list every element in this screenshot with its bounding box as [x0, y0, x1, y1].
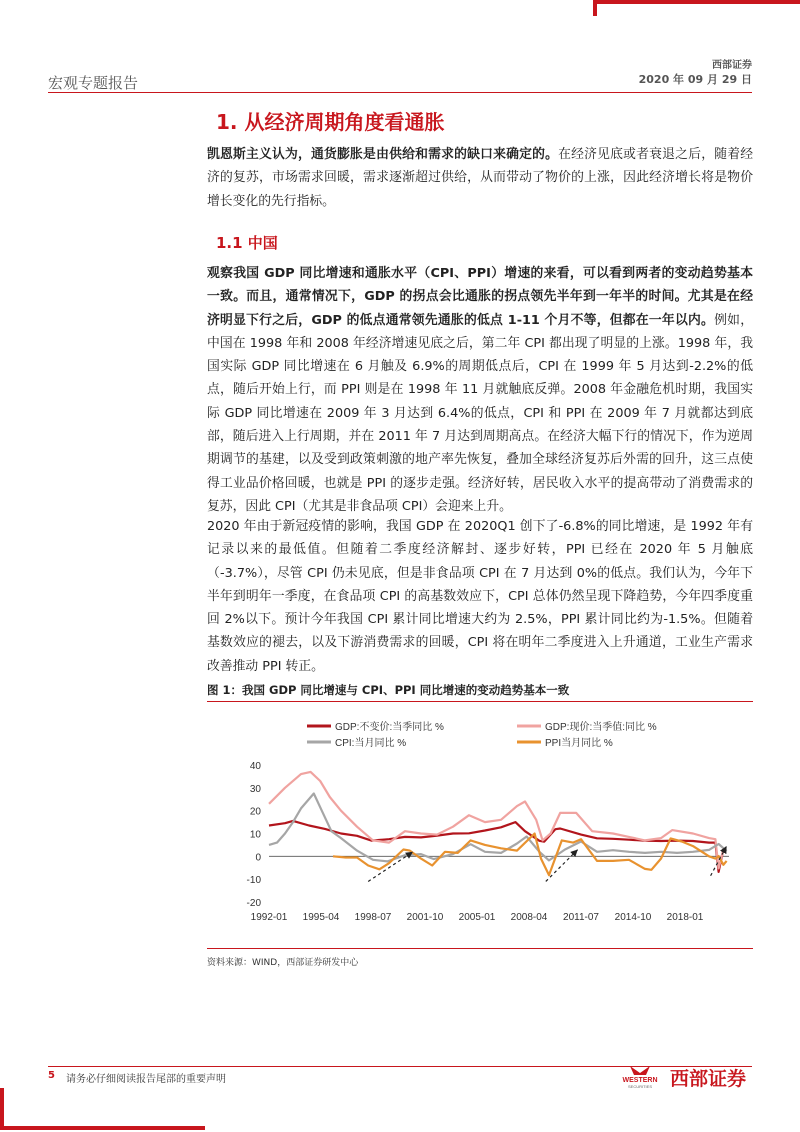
y-tick-label: -20 [246, 898, 261, 909]
corner-accent-top-vertical [593, 0, 597, 16]
series-line-2 [269, 772, 723, 869]
legend-label-2: GDP:现价:当季值:同比 % [545, 722, 657, 733]
chart-legend [307, 720, 657, 749]
x-tick-label: 2005-01 [458, 912, 496, 923]
paragraph-keynesian [207, 143, 753, 213]
x-tick-label: 1998-07 [354, 912, 392, 923]
corner-accent-top [593, 0, 800, 4]
legend-label-1: GDP:不变价:当季同比 % [335, 722, 444, 733]
report-type: 宏观专题报告 [48, 74, 139, 92]
y-tick-label: 0 [255, 852, 261, 864]
paragraph-china-cycle [207, 262, 753, 518]
logo-subtitle: SECURITIES [627, 1084, 653, 1089]
y-tick-label: 20 [249, 806, 261, 818]
gdp-cpi-ppi-chart [207, 710, 753, 942]
x-tick-label: 2018-01 [666, 912, 704, 923]
y-tick-label: 40 [249, 761, 261, 772]
legend-label-3: CPI:当月同比 % [335, 738, 407, 749]
logo-text: 西部证券 [670, 1068, 747, 1090]
corner-accent-bottom [0, 1126, 205, 1130]
x-tick-label: 1995-04 [302, 912, 340, 923]
figure-source: 资料来源：WIND，西部证券研发中心 [207, 958, 359, 968]
page-number: 5 [48, 1070, 55, 1081]
paragraph-china-cycle-body: 例如，中国在 1998 年和 2008 年经济增速见底之后，第二年 CPI 都出现了明显的上涨。1998 年，我国实际 GDP 同比增速在 6 月触及 6.9%的周期低点后，CPI 在 1999 年 5 月达到-2.2%的低点，随后开始上行，而 PPI 则是在 1998 年 11 月就触底反弹。2008 年金融危机时期，我国实际 GDP 同比增速在 2009 年 3 月达到 6.4%的低点，CPI 和 PPI 在 2009 年 7 月就都达到底部，随后进入上行周期，并在 2011 年 7 月达到周期高点。在经济大幅下行的情况下，作为逆周期调节的基建，以及受到政策刺激的地产率先恢复，叠加全球经济复苏后外需的回升，这三点使得工业品价格回暖，也就是 PPI 的逐步走强。经济好转，居民收入水平的提高带动了消费需求的复苏，因此 CPI（尤其是非食品项 CPI）会迎来上升。 [207, 312, 753, 514]
y-tick-label: 10 [249, 829, 261, 841]
legend-label-4: PPI当月同比 % [545, 738, 613, 749]
paragraph-2020-outlook: 2020 年由于新冠疫情的影响，我国 GDP 在 2020Q1 创下了-6.8%的同比增速，是 1992 年有记录以来的最低值。但随着二季度经济解封、逐步好转，PPI 已经在 2020 年 5 月触底（-3.7%），尽管 CPI 仍未见底，但是非食品项 CPI 在 7 月达到 0%的低点。我们认为，今年下半年到明年一季度，在食品项 CPI 的高基数效应下，CPI 总体仍然呈现下降趋势，今年四季度重回 2%以下。预计今年我国 CPI 累计同比增速大约为 2.5%，PPI 累计同比约为-1.5%。但随着基数效应的褪去，以及下游消费需求的回暖，CPI 将在明年二季度进入上升通道，工业生产需求改善推动 PPI 转正。 [207, 519, 753, 674]
paragraph-china-cycle-lead: 观察我国 GDP 同比增速和通胀水平（CPI、PPI）增速的来看，可以看到两者的变动趋势基本一致。而且，通常情况下，GDP 的拐点会比通胀的拐点领先半年到一年半的时间。尤其是在经济明显下行之后，GDP 的低点通常领先通胀的低点 1-11 个月不等，但都在一年以内。 [207, 266, 753, 328]
figure-title: 图 1：我国 GDP 同比增速与 CPI、PPI 同比增速的变动趋势基本一致 [207, 683, 570, 697]
x-tick-label: 2011-07 [563, 912, 599, 923]
paragraph-keynesian-lead: 凯恩斯主义认为，通货膨胀是由供给和需求的缺口来确定的。 [207, 147, 559, 162]
section-title: 1. 从经济周期角度看通胀 [216, 110, 445, 134]
header-brand: 西部证券 [712, 60, 752, 71]
x-tick-label: 2001-10 [406, 912, 444, 923]
logo-wordmark: WESTERN [622, 1077, 658, 1084]
figure-bottom-divider [207, 948, 753, 949]
header-divider [48, 92, 752, 93]
chart-series [269, 772, 727, 875]
figure-top-divider [207, 701, 753, 702]
chart-annotations [368, 846, 726, 881]
paragraph-keynesian-body: 在经济见底或者衰退之后，随着经济的复苏，市场需求回暖，需求逐渐超过供给，从而带动了物价的上涨，因此经济增长将是物价增长变化的先行指标。 [207, 147, 754, 209]
x-tick-label: 2008-04 [510, 912, 548, 923]
subsection-title: 1.1 中国 [216, 234, 278, 252]
report-date: 2020 年 09 月 29 日 [638, 73, 752, 86]
logo-bull-icon [630, 1066, 650, 1075]
y-tick-label: -10 [246, 875, 261, 887]
x-tick-label: 1992-01 [250, 912, 288, 923]
x-tick-label: 2014-10 [614, 912, 652, 923]
footer-disclaimer: 请务必仔细阅读报告尾部的重要声明 [66, 1074, 226, 1085]
trend-arrow-2 [546, 849, 578, 881]
y-tick-label: 30 [249, 783, 261, 795]
western-securities-logo-icon [612, 1064, 668, 1090]
corner-accent-bottom-vertical [0, 1088, 4, 1130]
x-axis [251, 856, 729, 923]
y-axis [247, 761, 262, 909]
